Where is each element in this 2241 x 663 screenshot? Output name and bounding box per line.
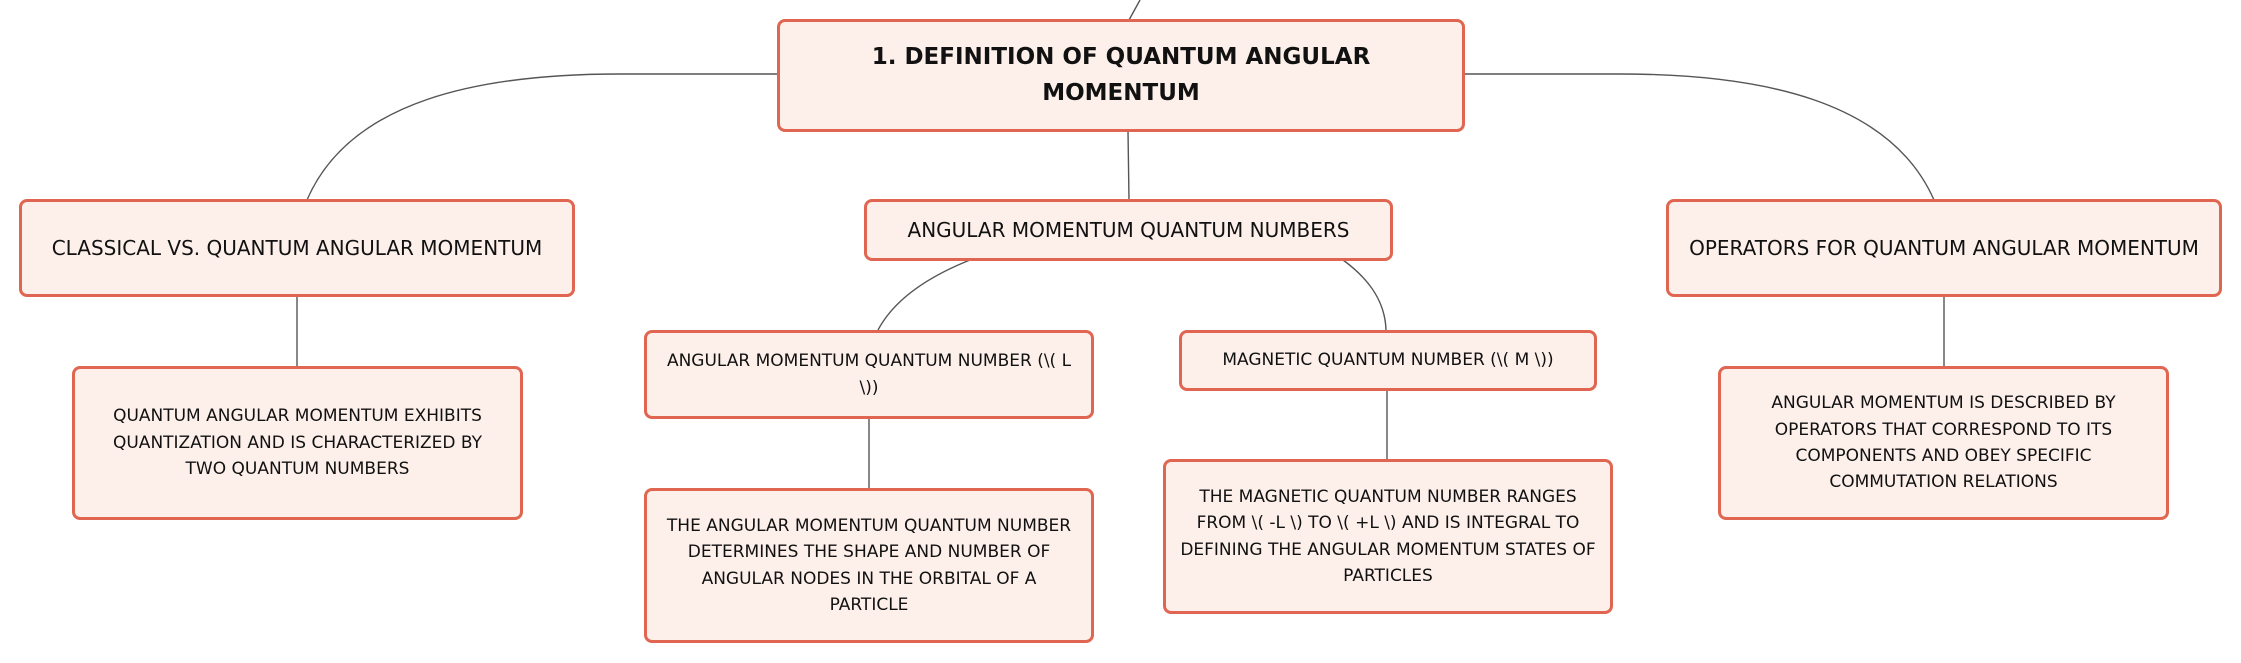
node-angular-momentum-quantum-numbers[interactable]: ANGULAR MOMENTUM QUANTUM NUMBERS — [864, 199, 1393, 261]
connector-quantum-numbers-to-m — [1343, 260, 1386, 330]
connector-root-to-classical — [307, 74, 778, 200]
node-operators-detail[interactable]: ANGULAR MOMENTUM IS DESCRIBED BY OPERATORS THAT CORRESPOND TO ITS COMPONENTS AND OBEY SPECIFIC COMMUTATION RELATIONS — [1718, 366, 2169, 520]
connector-root-to-quantum-numbers — [1128, 131, 1129, 200]
node-l-quantum-number[interactable]: ANGULAR MOMENTUM QUANTUM NUMBER (\( L \)) — [644, 330, 1094, 419]
node-m-detail[interactable]: THE MAGNETIC QUANTUM NUMBER RANGES FROM \( -L \) TO \( +L \) AND IS INTEGRAL TO DEFINING THE ANGULAR MOMENTUM STATES OF PARTICLES — [1163, 459, 1613, 614]
node-l-detail[interactable]: THE ANGULAR MOMENTUM QUANTUM NUMBER DETERMINES THE SHAPE AND NUMBER OF ANGULAR NODES IN THE ORBITAL OF A PARTICLE — [644, 488, 1094, 643]
node-operators[interactable]: OPERATORS FOR QUANTUM ANGULAR MOMENTUM — [1666, 199, 2222, 297]
node-m-quantum-number[interactable]: MAGNETIC QUANTUM NUMBER (\( M \)) — [1179, 330, 1597, 391]
node-classical-vs-quantum[interactable]: CLASSICAL VS. QUANTUM ANGULAR MOMENTUM — [19, 199, 575, 297]
connector-incoming — [1129, 0, 1140, 20]
connector-quantum-numbers-to-l — [878, 260, 970, 330]
node-root-definition[interactable]: 1. DEFINITION OF QUANTUM ANGULAR MOMENTUM — [777, 19, 1465, 132]
node-classical-detail[interactable]: QUANTUM ANGULAR MOMENTUM EXHIBITS QUANTIZATION AND IS CHARACTERIZED BY TWO QUANTUM NUMBERS — [72, 366, 523, 520]
connector-root-to-operators — [1464, 74, 1934, 200]
